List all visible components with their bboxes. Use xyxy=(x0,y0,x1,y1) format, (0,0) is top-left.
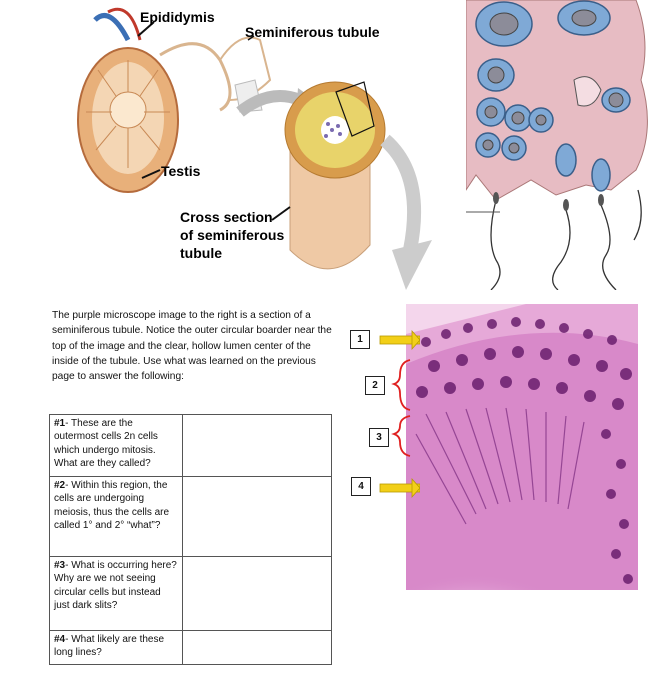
table-row xyxy=(50,477,332,557)
intro-paragraph: The purple microscope image to the right is a section of a seminiferous tubule. Notice the outer circular boarder near the top of the image and the clear, hollow lumen center of the inside of the tubule. Use what was learned on the previous page to answer the following: xyxy=(52,310,332,383)
seminiferous-tubule-label: Seminiferous tubule xyxy=(245,24,380,40)
testis-label: Testis xyxy=(161,163,201,179)
answer-3-field[interactable] xyxy=(182,557,331,631)
table-row xyxy=(50,631,332,665)
answer-1-field[interactable] xyxy=(182,415,331,477)
marker-4: 4 xyxy=(351,477,371,496)
micrograph-image xyxy=(406,304,638,590)
table-row xyxy=(50,415,332,477)
question-3: #3- What is occurring here? Why are we not seeing circular cells but instead just dark slits? xyxy=(50,557,183,631)
question-1: #1- These are the outermost cells 2n cells which undergo mitosis. What are they called? xyxy=(50,415,183,477)
marker-1: 1 xyxy=(350,330,370,349)
question-2: #2- Within this region, the cells are undergoing meiosis, thus the cells are called 1° and 2° “what”? xyxy=(50,477,183,557)
marker-3: 3 xyxy=(369,428,389,447)
arrow-marker-4 xyxy=(380,479,420,497)
question-4: #4- What likely are these long lines? xyxy=(50,631,183,665)
arrow-marker-1 xyxy=(380,331,420,349)
epididymis-label: Epididymis xyxy=(140,9,215,25)
question-table xyxy=(49,414,332,665)
bracket-3 xyxy=(394,416,410,456)
answer-2-field[interactable] xyxy=(182,477,331,557)
cell-detail-diagram xyxy=(466,0,658,290)
tubule-cross-section-illustration xyxy=(285,82,385,269)
marker-2: 2 xyxy=(365,376,385,395)
bracket-2 xyxy=(394,360,410,410)
table-row xyxy=(50,557,332,631)
testis-diagram xyxy=(40,0,460,300)
cross-section-label: Cross section of seminiferous tubule xyxy=(180,209,285,261)
answer-4-field[interactable] xyxy=(182,631,331,665)
